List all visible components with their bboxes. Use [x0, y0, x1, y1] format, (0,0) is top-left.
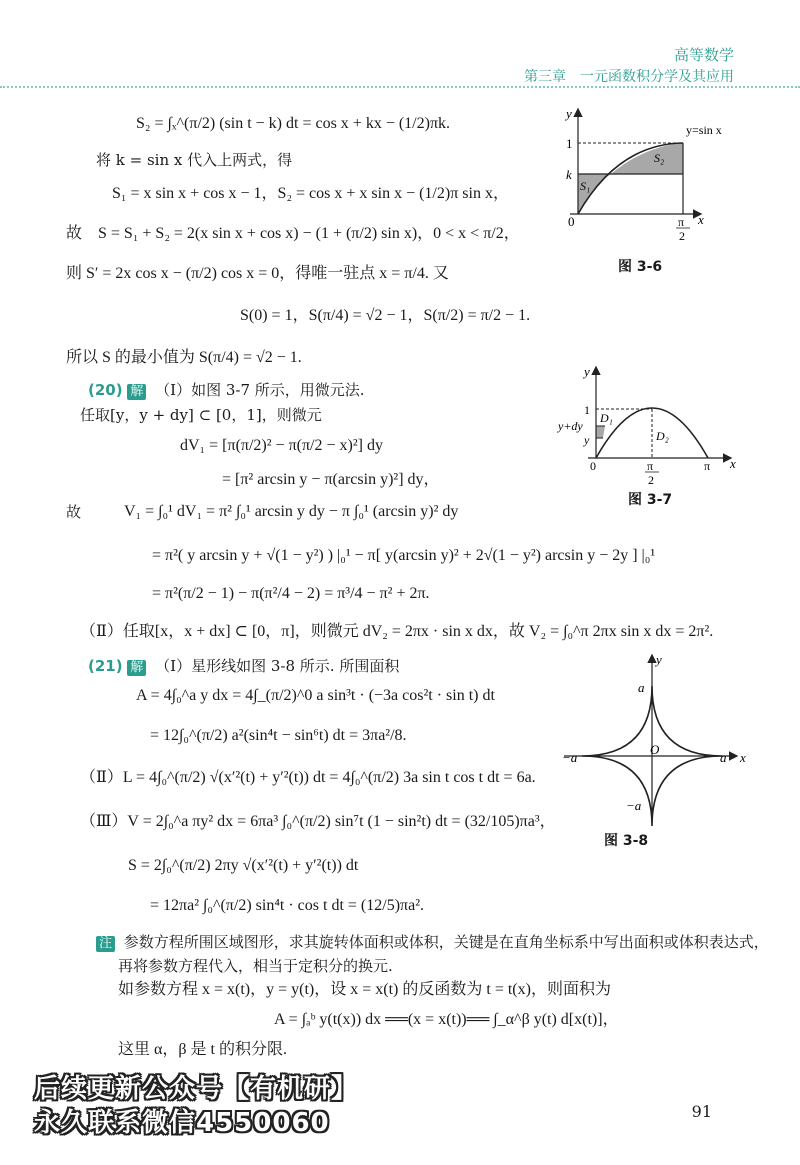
- figure-3-7: [556, 364, 756, 494]
- figure-3-8-caption: 图 3-8: [604, 833, 649, 849]
- problem-20-dv1-simplified: = [π² arcsin y − π(arcsin y)²] dy，: [222, 471, 440, 488]
- fig37-label-two: 2: [648, 473, 654, 487]
- figure-3-6: [548, 102, 748, 282]
- eq-derivative: 则 S′ = 2x cos x − (π/2) cos x = 0，得唯一驻点 x = π/4. 又: [66, 265, 449, 282]
- fig37-label-d2: D₂: [656, 429, 669, 443]
- problem-20-line1: （Ⅰ）如图 3-7 所示，用微元法.: [155, 381, 365, 399]
- fig36-label-s2: S₂: [654, 151, 665, 165]
- problem-number: (20): [88, 381, 123, 399]
- solution-badge: 解: [127, 384, 146, 400]
- fig36-s2-region: [611, 143, 683, 174]
- eq-s-total: 故 S = S₁ + S₂ = 2(x sin x + cos x) − (1 + (π/2) sin x)，0 < x < π/2，: [66, 225, 520, 242]
- problem-21-area: A = 4∫₀^a y dx = 4∫_(π/2)^0 a sin³t · (−3a cos²t · sin t) dt: [136, 687, 495, 704]
- problem-21-intro: [88, 656, 399, 676]
- problem-21-area-result: = 12∫₀^(π/2) a²(sin⁴t − sin⁶t) dt = 3πa²/8.: [150, 727, 407, 744]
- problem-20-v1: V₁ = ∫₀¹ dV₁ = π² ∫₀¹ arcsin y dy − π ∫₀¹ (arcsin y)² dy: [124, 503, 459, 520]
- watermark-line1: 后续更新公众号【有机研】: [34, 1074, 359, 1104]
- fig38-label-a-right: a: [720, 750, 727, 765]
- problem-21-length: （Ⅱ）L = 4∫₀^(π/2) √(x′²(t) + y′²(t)) dt = 4∫₀^(π/2) 3a sin t cos t dt = 6a.: [80, 769, 536, 786]
- note-line1: [96, 932, 769, 952]
- fig38-label-x: x: [740, 750, 746, 765]
- solution-badge: 解: [127, 660, 146, 676]
- chapter-title: 第三章 一元函数积分学及其应用: [524, 69, 734, 85]
- fig36-label-one: 1: [566, 136, 573, 151]
- fig36-label-s1: S₁: [580, 179, 591, 193]
- fig38-label-a-bottom: −a: [626, 798, 642, 813]
- note-line2: 再将参数方程代入，相当于定积分的换元.: [118, 957, 393, 975]
- fig36-label-curve: y=sin x: [686, 123, 722, 137]
- fig37-label-pi-half: π: [647, 459, 654, 473]
- eq-s2: S₂ = ∫ₓ^(π/2) (sin t − k) dt = cos x + kx − (1/2)πk.: [136, 115, 451, 132]
- fig38-label-y: y: [656, 652, 662, 667]
- problem-21-surface-result: = 12πa² ∫₀^(π/2) sin⁴t · cos t dt = (12/5)πa².: [150, 897, 424, 914]
- fig37-label-d1: D₁: [600, 411, 613, 425]
- fig37-strip: [596, 426, 605, 438]
- problem-20-v1-step2: = π²( y arcsin y + √(1 − y²) ) |₀¹ − π[ y(arcsin y)² + 2√(1 − y²) arcsin y − 2y ] |₀¹: [152, 547, 656, 564]
- problem-20-line2: 任取[y，y + dy] ⊂ [0，1]，则微元: [80, 406, 322, 424]
- eq-s1-s2: S₁ = x sin x + cos x − 1，S₂ = cos x + x sin x − (1/2)π sin x，: [112, 185, 509, 202]
- page-number: 91: [691, 1102, 712, 1121]
- fig37-label-zero: 0: [590, 459, 596, 473]
- problem-20-v1-result: = π²(π/2 − 1) − π(π²/4 − 2) = π³/4 − π² + 2π.: [152, 585, 430, 602]
- fig38-label-a-left: −a: [562, 750, 578, 765]
- text-substitute-k: 将 k = sin x 代入上两式，得: [96, 151, 293, 169]
- figure-3-6-caption: 图 3-6: [618, 259, 663, 275]
- figure-3-7-caption: 图 3-7: [628, 492, 673, 508]
- note-badge: 注: [96, 936, 115, 952]
- fig37-label-ydy: y+dy: [558, 419, 583, 433]
- fig37-label-x: x: [730, 456, 736, 471]
- problem-20-part2: （Ⅱ）任取[x，x + dx] ⊂ [0，π]，则微元 dV₂ = 2πx · sin x dx，故 V₂ = ∫₀^π 2πx sin x dx = 2π².: [80, 623, 714, 640]
- fig36-label-zero: 0: [568, 214, 575, 229]
- watermark-line2: 永久联系微信4550060: [34, 1108, 330, 1138]
- problem-20-dv1: dV₁ = [π(π/2)² − π(π/2 − x)²] dy: [180, 437, 383, 454]
- note-line4: A = ∫ₐᵇ y(t(x)) dx ══(x = x(t))══ ∫_α^β y(t) d[x(t)]，: [274, 1011, 619, 1028]
- figure-3-8: [556, 646, 756, 826]
- problem-21-surface: S = 2∫₀^(π/2) 2πy √(x′²(t) + y′²(t)) dt: [128, 857, 359, 874]
- eq-s-min: 所以 S 的最小值为 S(π/4) = √2 − 1.: [66, 349, 302, 366]
- fig36-label-y: y: [566, 106, 572, 121]
- text-gu: 故: [66, 503, 82, 521]
- note-line5: 这里 α，β 是 t 的积分限.: [118, 1041, 287, 1058]
- book-title: 高等数学: [673, 46, 734, 64]
- fig36-label-k: k: [566, 167, 572, 182]
- note-text1: 参数方程所围区域图形，求其旋转体面积或体积，关键是在直角坐标系中写出面积或体积表达式，: [123, 933, 769, 951]
- fig36-label-x: x: [698, 212, 704, 227]
- problem-21-line1: （Ⅰ）星形线如图 3-8 所示. 所围面积: [155, 657, 400, 675]
- problem-20-intro: [88, 380, 365, 400]
- problem-21-volume: （Ⅲ）V = 2∫₀^a πy² dx = 6πa³ ∫₀^(π/2) sin⁷t (1 − sin²t) dt = (32/105)πa³，: [80, 813, 556, 830]
- fig38-label-a-top: a: [638, 680, 645, 695]
- fig37-label-y-small: y: [584, 433, 590, 447]
- problem-number: (21): [88, 657, 123, 675]
- fig37-label-y: y: [584, 364, 590, 379]
- fig37-label-one: 1: [584, 403, 590, 417]
- fig36-label-two: 2: [679, 229, 685, 243]
- fig36-label-pi: π: [678, 215, 685, 229]
- header-divider: [0, 86, 800, 88]
- fig38-label-origin: O: [650, 742, 660, 757]
- eq-s-values: S(0) = 1，S(π/4) = √2 − 1，S(π/2) = π/2 − 1.: [240, 307, 531, 324]
- fig37-label-pi: π: [704, 459, 711, 473]
- note-line3: 如参数方程 x = x(t)，y = y(t)，设 x = x(t) 的反函数为 t = t(x)，则面积为: [118, 981, 611, 998]
